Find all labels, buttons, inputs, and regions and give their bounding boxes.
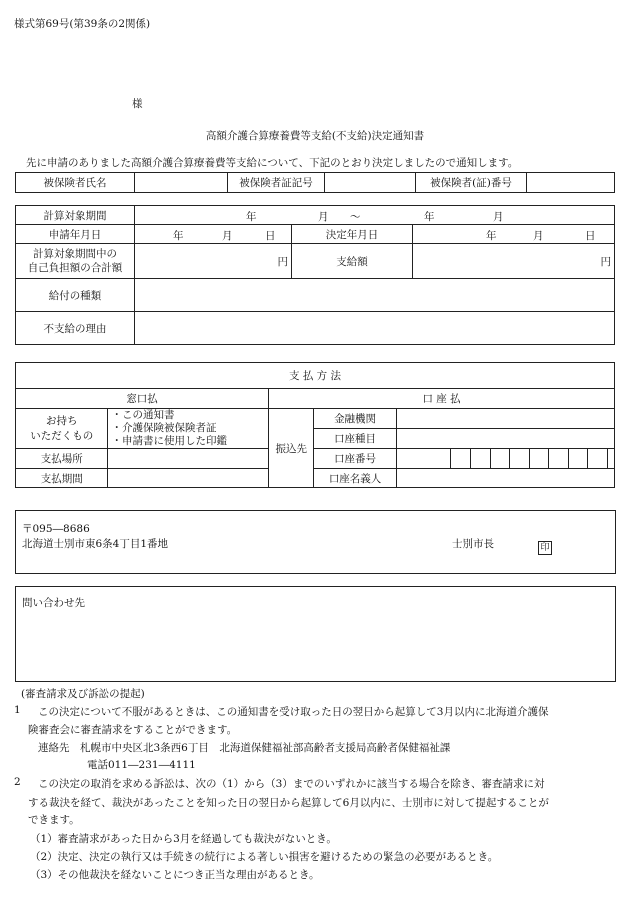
insured-name-label: 被保険者氏名 [16,173,135,193]
payment-period-value [108,469,269,488]
addressee-suffix: 様 [132,98,143,110]
self-pay-label: 計算対象期間中の 自己負担額の合計額 [16,244,135,279]
self-pay-value: 円 [135,244,292,279]
account-type-label: 口座種目 [314,429,396,449]
appeal-item: （1）審査請求があった日から3月を経過しても裁決がないとき。 [30,833,337,845]
non-payment-reason-value [135,312,615,345]
period-label: 計算対象期間 [16,206,135,225]
appeal-p1-line1: この決定について不服があるときは、この通知書を受け取った日の翌日から起算して3月以内に北海道介護保 [38,706,549,718]
appeal-p1-contact: 連絡先 札幌市中央区北3条西6丁目 北海道保健福祉部高齢者支援局高齢者保健福祉課 [38,742,451,754]
apply-date-value: 年 月 日 [135,225,292,244]
issuer-box [15,510,616,574]
insured-info-table [15,172,615,193]
bring-item: ・介護保険被保険者証 [111,422,217,434]
account-digit-box [510,449,530,469]
payment-amount-value: 円 [413,244,615,279]
bring-item: ・申請書に使用した印鑑 [111,435,227,447]
account-payment-label: 口 座 払 [269,389,615,409]
account-number-label: 口座番号 [314,449,396,469]
appeal-p2-line3: できます。 [28,814,80,826]
apply-date-label: 申請年月日 [16,225,135,244]
bring-item: ・この通知書 [111,409,175,421]
account-digit-box [490,449,510,469]
account-holder-value [396,469,614,488]
insured-name-value [135,173,228,193]
account-holder-label: 口座名義人 [314,469,396,488]
account-digit-box [529,449,549,469]
account-digit-box [470,449,490,469]
bring-items-label: お持ち いただくもの [16,409,108,449]
account-type-value [396,429,614,449]
insured-cert-value [325,173,416,193]
form-number: 様式第69号(第39条の2関係) [14,18,151,30]
payment-place-label: 支払場所 [16,449,108,469]
insured-number-label: 被保険者(証)番号 [416,173,527,193]
seal-mark: 印 [538,535,552,555]
bank-value [396,409,614,429]
appeal-p2-line2: する裁決を経て、裁決があったことを知った日の翌日から起算して6月以内に、士別市に対して提起することが [28,797,549,809]
decision-table [15,205,615,345]
appeal-p1-line2: 険審査会に審査請求をすることができます。 [28,724,238,736]
period-value: 年 月 〜 年 月 [135,206,615,225]
issuer-postal: 〒095―8686 [22,523,90,535]
payment-method-title: 支 払 方 法 [16,363,615,389]
account-digit-box [608,449,615,469]
account-digit-box [451,449,471,469]
appeal-item: （2）決定、決定の執行又は手続きの続行による著しい損害を避けるための緊急の必要があるとき。 [30,851,499,863]
transfer-label: 振込先 [269,409,314,488]
payment-period-label: 支払期間 [16,469,108,488]
account-digit-box [588,449,608,469]
decision-date-label: 決定年月日 [292,225,413,244]
appeal-item: （3）その他裁決を経ないことにつき正当な理由があるとき。 [30,869,320,881]
contact-label: 問い合わせ先 [22,597,85,609]
appeal-heading: (審査請求及び訴訟の提起) [21,688,145,700]
appeal-p2-number: 2 [14,776,21,788]
insured-number-value [527,173,615,193]
issuer-address: 北海道士別市東6条4丁目1番地 [22,538,169,550]
decision-date-value: 年 月 日 [413,225,615,244]
payment-method-table [15,362,615,488]
document-title: 高額介護合算療養費等支給(不支給)決定通知書 [205,130,425,142]
payment-place-value [108,449,269,469]
account-digit-box [568,449,588,469]
non-payment-reason-label: 不支給の理由 [16,312,135,345]
bank-label: 金融機関 [314,409,396,429]
bring-items-list [108,409,269,449]
counter-payment-label: 窓口払 [16,389,269,409]
benefit-type-label: 給付の種類 [16,279,135,312]
appeal-p1-phone: 電話011―231―4111 [87,759,196,771]
payment-amount-label: 支給額 [292,244,413,279]
intro-text: 先に申請のありました高額介護合算療養費等支給について、下記のとおり決定しましたので通知します。 [26,157,519,169]
appeal-p1-number: 1 [14,704,21,716]
account-number-spacer [396,449,451,469]
issuer-mayor: 士別市長 [452,538,494,550]
account-digit-box [549,449,569,469]
appeal-p2-line1: この決定の取消を求める訴訟は、次の（1）から（3）までのいずれかに該当する場合を除き、審査請求に対 [38,778,545,790]
contact-box [15,586,616,682]
insured-cert-label: 被保険者証記号 [228,173,325,193]
benefit-type-value [135,279,615,312]
